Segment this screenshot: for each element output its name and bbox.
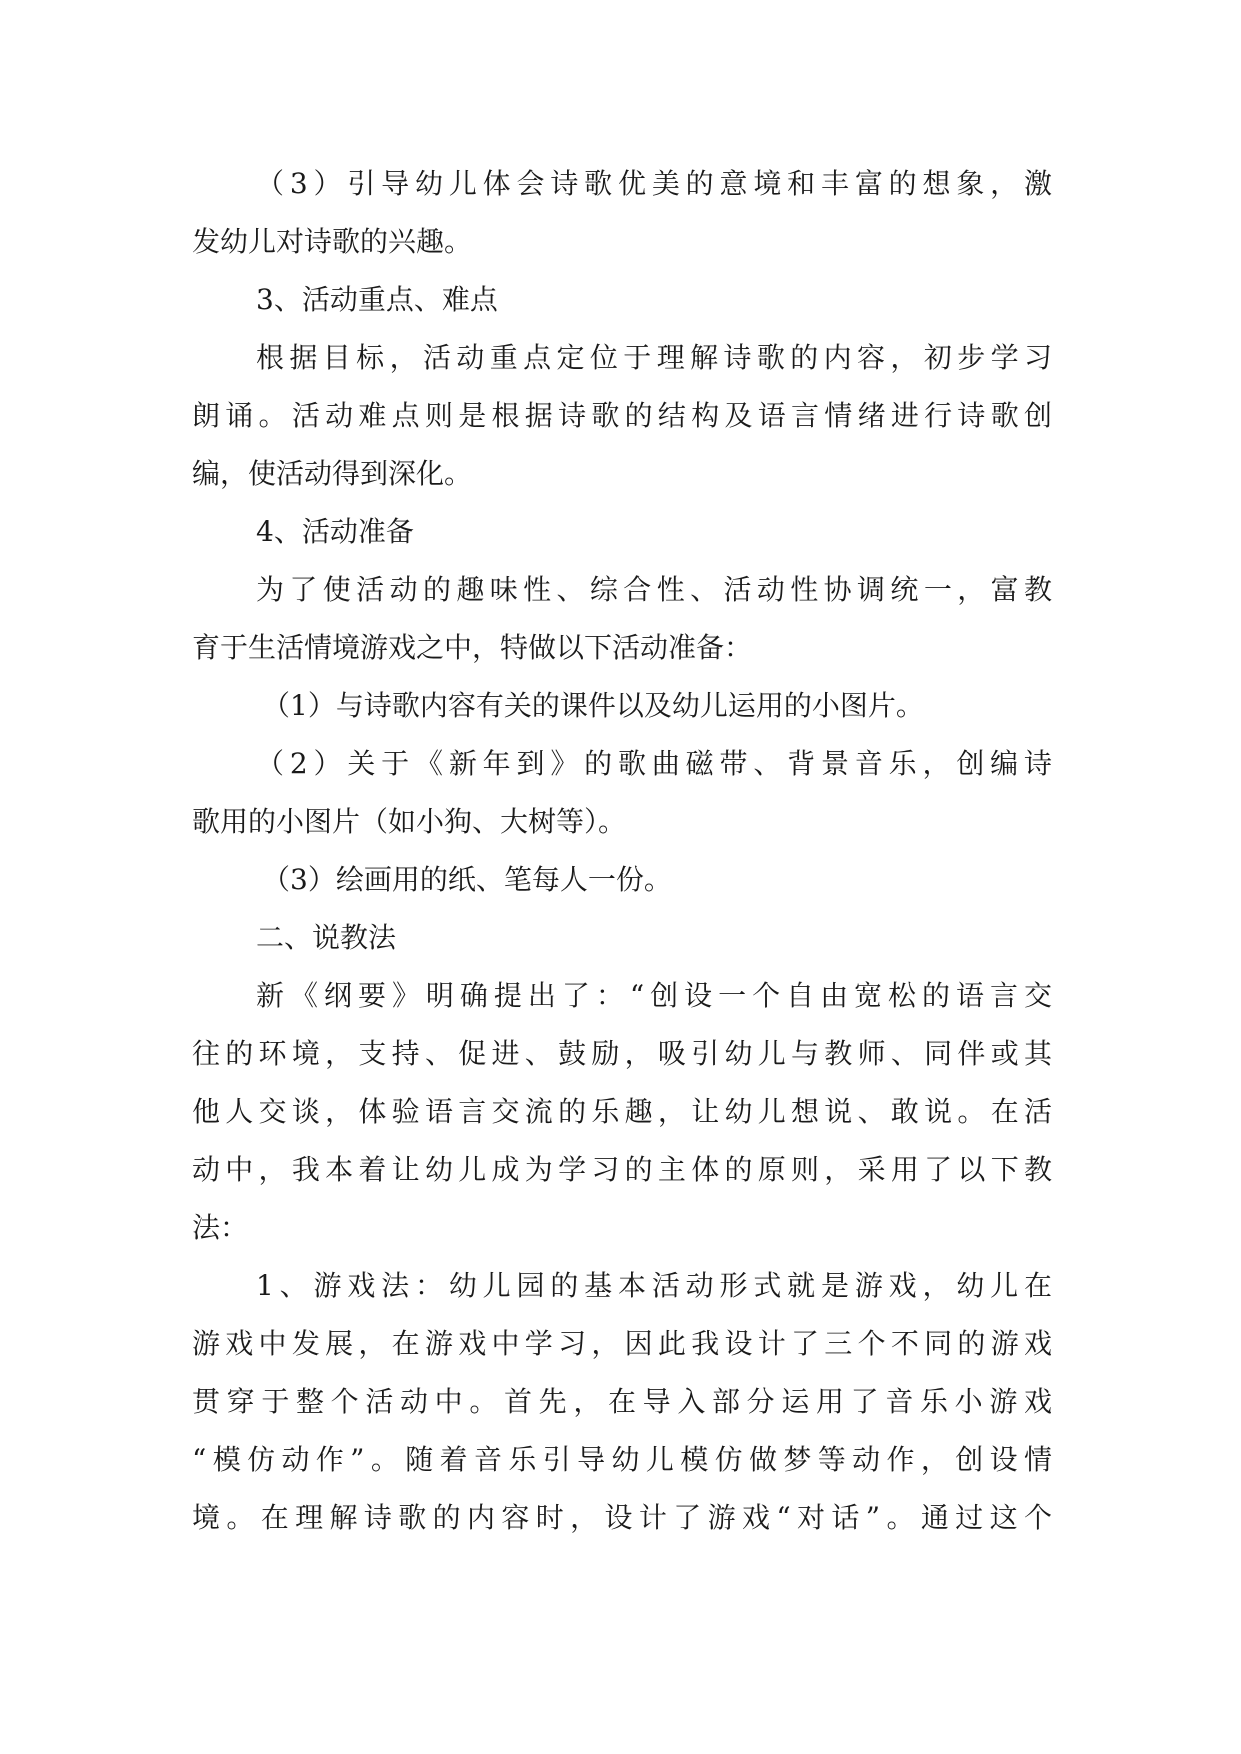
paragraph-line: 编，使活动得到深化。 [192,457,473,490]
paragraph-line: 根据目标，活动重点定位于理解诗歌的内容，初步学习 [256,341,1052,374]
paragraph-line: “模仿动作”。随着音乐引导幼儿模仿做梦等动作，创设情 [192,1443,1052,1476]
paragraph-line: 游戏中发展，在游戏中学习，因此我设计了三个不同的游戏 [192,1327,1052,1360]
paragraph-line: 为了使活动的趣味性、综合性、活动性协调统一，富教 [256,573,1052,606]
paragraph-line: 发幼儿对诗歌的兴趣。 [192,225,473,258]
paragraph-line: 他人交谈，体验语言交流的乐趣，让幼儿想说、敢说。在活 [192,1095,1052,1128]
paragraph-line: 贯穿于整个活动中。首先，在导入部分运用了音乐小游戏 [192,1385,1052,1418]
paragraph-line: 1、游戏法：幼儿园的基本活动形式就是游戏，幼儿在 [256,1269,1052,1302]
paragraph-line: 新《纲要》明确提出了：“创设一个自由宽松的语言交 [256,979,1052,1012]
paragraph-line: 朗诵。活动难点则是根据诗歌的结构及语言情绪进行诗歌创 [192,399,1052,432]
section-heading: 3、活动重点、难点 [256,283,498,316]
list-item: （1）与诗歌内容有关的课件以及幼儿运用的小图片。 [262,689,924,722]
section-heading: 4、活动准备 [256,515,414,548]
list-item: （2）关于《新年到》的歌曲磁带、背景音乐，创编诗 [256,747,1052,780]
paragraph-line: 法： [192,1211,249,1244]
list-item: 歌用的小图片（如小狗、大树等）。 [192,805,627,838]
paragraph-line: 往的环境，支持、促进、鼓励，吸引幼儿与教师、同伴或其 [192,1037,1052,1070]
list-item: （3）绘画用的纸、笔每人一份。 [262,863,672,896]
paragraph-line: （3）引导幼儿体会诗歌优美的意境和丰富的想象，激 [256,167,1052,200]
paragraph-line: 育于生活情境游戏之中，特做以下活动准备： [192,631,753,664]
section-heading: 二、说教法 [256,921,397,954]
paragraph-line: 境。在理解诗歌的内容时，设计了游戏“对话”。通过这个 [192,1501,1052,1534]
paragraph-line: 动中，我本着让幼儿成为学习的主体的原则，采用了以下教 [192,1153,1052,1186]
